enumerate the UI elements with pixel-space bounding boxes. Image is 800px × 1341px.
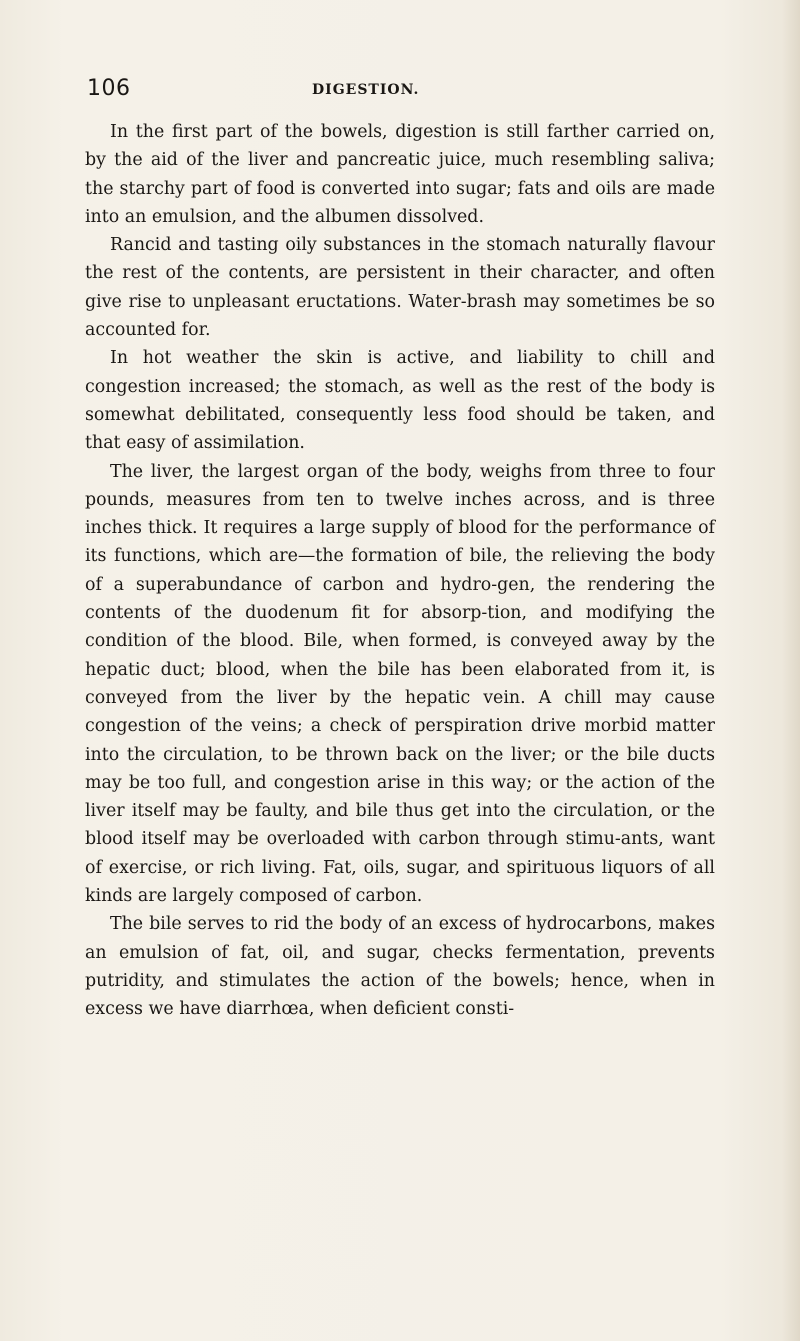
paragraph-rancid-substances: Rancid and tasting oily substances in the stomach naturally flavour the rest of the contents, are persistent in their character, and often give rise to unpleasant eructations. Water-brash may sometimes be so accounted for. — [85, 235, 715, 341]
body-text — [85, 118, 715, 1024]
running-head: DIGESTION. — [312, 82, 420, 98]
paragraph-small-intestine: In the first part of the bowels, digestion is still farther carried on, by the aid of the liver and pancreatic juice, much resembling saliva; the starchy part of food is converted into sugar; fats and oils are made into an emulsion, and the albumen dissolved. — [85, 122, 715, 227]
paragraph-liver: The liver, the largest organ of the body, weighs from three to four pounds, measures from ten to twelve inches across, and is three inches thick. It requires a large supply of blood for the performance of its functions, which are—the formation of bile, the relieving the body of a superabundance of carbon and hydro-gen, the rendering the contents of the duodenum fit for absorp-tion, and modifying the condition of the blood. Bile, when formed, is conveyed away by the hepatic duct; blood, when the bile has been elaborated from it, is conveyed from the liver by the hepatic vein. A chill may cause congestion of the veins; a check of perspiration drive morbid matter into the circulation, to be thrown back on the liver; or the bile ducts may be too full, and congestion arise in this way; or the action of the liver itself may be faulty, and bile thus get into the circulation, or the blood itself may be overloaded with carbon through stimu-ants, want of exercise, or rich living. Fat, oils, sugar, and spirituous liquors of all kinds are largely composed of carbon. — [85, 461, 715, 907]
paragraph-bile: The bile serves to rid the body of an excess of hydrocarbons, makes an emulsion of fat, oil, and sugar, checks fermentation, prevents putridity, and stimulates the action of the bowels; hence, when in excess we have diarrhœa, when deficient consti- — [85, 914, 715, 1020]
paragraph-hot-weather: In hot weather the skin is active, and liability to chill and congestion increased; the stomach, as well as the rest of the body is somewhat debilitated, consequently less food should be taken, and that easy of assimilation. — [85, 348, 715, 454]
page-edge-shadow — [782, 0, 800, 1341]
page-header — [87, 76, 707, 108]
page-number: 106 — [87, 76, 131, 101]
